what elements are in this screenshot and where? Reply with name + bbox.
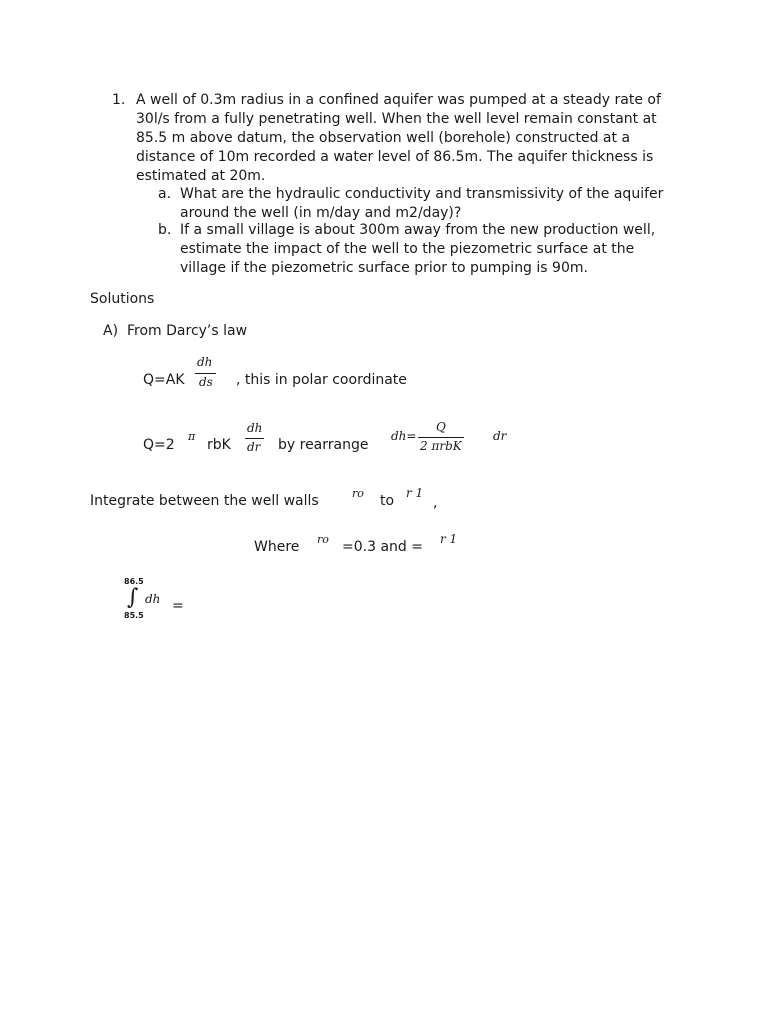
- eq1-denominator: ds: [199, 375, 213, 389]
- integrate-text: Integrate between the well walls: [90, 493, 319, 509]
- integrate-r1: r 1: [406, 486, 424, 500]
- part-a-line: What are the hydraulic conductivity and transmissivity of the aquifer: [180, 186, 664, 202]
- question-line: 85.5 m above datum, the observation well (borehole) constructed at a: [136, 130, 631, 146]
- part-a-label: a.: [158, 186, 172, 202]
- eq2-rhs-denominator: 2 πrbK: [420, 439, 462, 453]
- where-value: =0.3 and =: [342, 539, 423, 555]
- eq2-numerator: dh: [247, 421, 263, 435]
- question-line: 30l/s from a fully penetrating well. When the well level remain constant at: [136, 111, 657, 127]
- integral-sign: ∫: [127, 585, 139, 610]
- solution-a-title: From Darcy’s law: [127, 323, 248, 339]
- eq2-lhs: Q=2: [143, 437, 175, 453]
- solutions-heading: Solutions: [90, 291, 155, 307]
- eq2-mid: rbK: [207, 437, 231, 453]
- eq1-fraction-bar: [195, 373, 216, 374]
- where-r0: ro: [317, 533, 329, 546]
- part-b-line: estimate the impact of the well to the piezometric surface at the: [180, 241, 635, 257]
- question-number: 1.: [112, 92, 126, 108]
- eq2-pi: π: [188, 430, 196, 443]
- integral-body: dh: [145, 592, 161, 606]
- where-r1: r 1: [440, 532, 458, 546]
- eq2-rearrange: by rearrange: [278, 437, 369, 453]
- question-line: estimated at 20m.: [136, 168, 266, 184]
- integrate-to: to: [380, 493, 395, 509]
- eq1-comment: , this in polar coordinate: [236, 372, 407, 388]
- part-b-line: If a small village is about 300m away from the new production well,: [180, 222, 656, 238]
- where-text: Where: [254, 539, 300, 555]
- eq2-rhs-tail: dr: [493, 429, 507, 443]
- eq2-rhs-lhs: dh=: [391, 429, 417, 443]
- eq2-rhs-numerator: Q: [436, 420, 446, 434]
- part-b-line: village if the piezometric surface prior to pumping is 90m.: [180, 260, 588, 276]
- question-line: distance of 10m recorded a water level of 86.5m. The aquifer thickness is: [136, 149, 654, 165]
- part-a-line: around the well (in m/day and m2/day)?: [180, 205, 462, 221]
- integral-equals: =: [172, 598, 184, 614]
- integral-lower-limit: 85.5: [124, 611, 144, 620]
- integrate-r0: ro: [352, 487, 364, 500]
- eq2-denominator: dr: [247, 440, 261, 454]
- eq2-rhs-fraction-bar: [418, 437, 464, 438]
- eq1-lhs: Q=AK: [143, 372, 185, 388]
- integral-upper-limit: 86.5: [124, 577, 144, 586]
- part-b-label: b.: [158, 222, 172, 238]
- eq1-numerator: dh: [197, 355, 213, 369]
- question-line: A well of 0.3m radius in a confined aquifer was pumped at a steady rate of: [136, 92, 661, 108]
- solution-a-label: A): [103, 323, 119, 339]
- eq2-fraction-bar: [245, 438, 264, 439]
- integrate-comma: ,: [433, 495, 438, 511]
